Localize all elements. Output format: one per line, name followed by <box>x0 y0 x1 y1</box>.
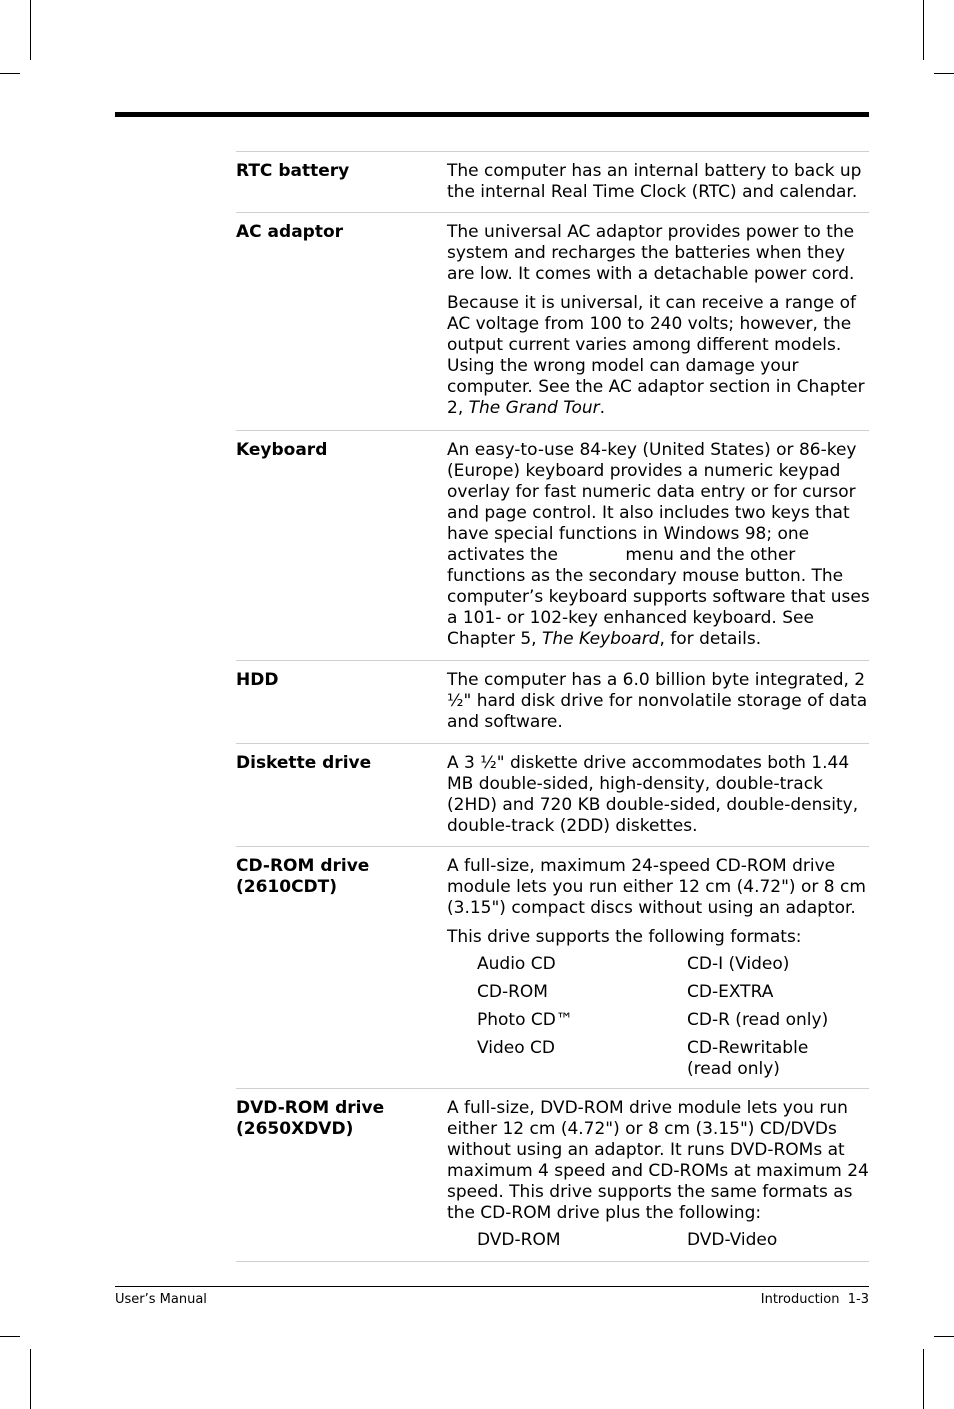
spec-term: DVD-ROM drive (2650XDVD) <box>236 1098 385 1139</box>
spec-paragraph: Because it is universal, it can receive a range of AC voltage from 100 to 240 volts; however, the output current varies among different models. Using the wrong model can damage your computer. See the AC adaptor section in Chapter 2, The Grand Tour. <box>447 293 865 418</box>
spec-paragraph: The computer has an internal battery to back up the internal Real Time Clock (RTC) and calendar. <box>447 161 862 202</box>
footer-left: User’s Manual <box>115 1292 207 1307</box>
spec-description <box>447 753 871 845</box>
format-row <box>447 1230 871 1258</box>
crop-mark <box>923 1349 924 1409</box>
spec-term: Keyboard <box>236 440 328 460</box>
format-row <box>447 982 871 1010</box>
spec-term: AC adaptor <box>236 222 344 242</box>
format-item: DVD-ROM <box>477 1230 561 1250</box>
header-rule <box>115 112 869 117</box>
chapter-reference: The Keyboard <box>542 629 660 649</box>
format-item: CD-R (read only) <box>687 1010 829 1030</box>
spec-paragraph: This drive supports the following formats: <box>447 927 802 947</box>
crop-mark <box>0 73 20 74</box>
format-item: CD-Rewritable (read only) <box>687 1038 809 1079</box>
crop-mark <box>30 1349 31 1409</box>
spec-paragraph: A 3 ½" diskette drive accommodates both 1.44 MB double-sided, high-density, double-track (2HD) and 720 KB double-sided, double-density, double-track (2DD) diskettes. <box>447 753 859 836</box>
spec-description <box>447 161 871 211</box>
format-item: CD-EXTRA <box>687 982 774 1002</box>
spec-term: HDD <box>236 670 279 690</box>
format-item: DVD-Video <box>687 1230 778 1250</box>
format-row <box>447 1038 871 1082</box>
format-row <box>447 954 871 982</box>
spec-term: RTC battery <box>236 161 350 181</box>
crop-mark <box>30 0 31 60</box>
spec-row-cd-rom-drive <box>236 846 869 1089</box>
spec-paragraph: A full-size, DVD-ROM drive module lets you run either 12 cm (4.72") or 8 cm (3.15") CD/DVDs without using an adaptor. It runs DVD-ROMs at maximum 4 speed and CD-ROMs at maximum 24 speed. This drive supports the same formats as the CD-ROM drive plus the following: <box>447 1098 869 1223</box>
format-item: Video CD <box>477 1038 555 1058</box>
spec-row-keyboard <box>236 430 869 661</box>
crop-mark <box>923 0 924 60</box>
spec-term: Diskette drive <box>236 753 372 773</box>
spec-paragraph: A full-size, maximum 24-speed CD-ROM drive module lets you run either 12 cm (4.72") or 8 cm (3.15") compact discs without using an adaptor. <box>447 856 866 918</box>
spec-paragraph: The computer has a 6.0 billion byte integrated, 2 ½" hard disk drive for nonvolatile storage of data and software. <box>447 670 868 732</box>
spec-row-hdd <box>236 660 869 744</box>
format-row <box>447 1010 871 1038</box>
crop-mark <box>934 73 954 74</box>
spec-description <box>447 440 871 658</box>
spec-description <box>447 670 871 741</box>
footer-right: Introduction 1-3 <box>760 1292 869 1307</box>
spec-paragraph: The universal AC adaptor provides power to the system and recharges the batteries when they are low. It comes with a detachable power cord. <box>447 222 855 284</box>
footer-rule <box>115 1286 869 1287</box>
spec-description <box>447 222 871 427</box>
spec-row-ac-adaptor <box>236 212 869 431</box>
table-bottom-rule <box>236 1261 869 1262</box>
format-item: Audio CD <box>477 954 556 974</box>
spec-row-diskette-drive <box>236 743 869 847</box>
spec-row-dvd-rom-drive <box>236 1088 869 1262</box>
spec-paragraph: An easy-to-use 84-key (United States) or 86-key (Europe) keyboard provides a numeric keypad overlay for fast numeric data entry or for cursor and page control. It also includes two keys that have special functions in Windows 98; one activates the menu and the other functions as the secondary mouse button. The computer’s keyboard supports software that uses a 101- or 102-key enhanced keyboard. See Chapter 5, The Keyboard, for details. <box>447 440 870 649</box>
crop-mark <box>934 1336 954 1337</box>
spec-description <box>447 856 871 1082</box>
format-item: Photo CD™ <box>477 1010 573 1030</box>
spec-row-rtc-battery <box>236 151 869 213</box>
format-item: CD-I (Video) <box>687 954 790 974</box>
format-item: CD-ROM <box>477 982 548 1002</box>
spec-description <box>447 1098 871 1258</box>
crop-mark <box>0 1336 20 1337</box>
spec-term: CD-ROM drive (2610CDT) <box>236 856 370 897</box>
chapter-reference: The Grand Tour <box>468 398 600 418</box>
